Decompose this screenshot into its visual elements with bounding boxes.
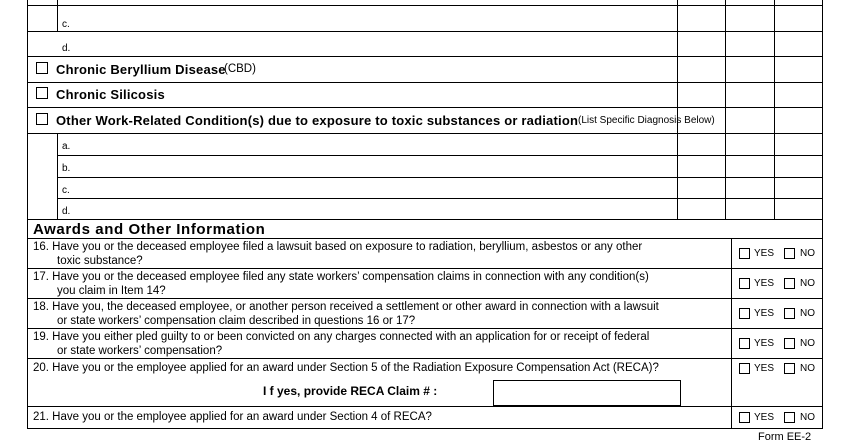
q21-no-checkbox[interactable] <box>784 412 795 423</box>
rule <box>27 31 823 32</box>
col-line <box>57 0 58 31</box>
rule <box>27 133 823 134</box>
rule <box>57 177 823 178</box>
question-18-line1: 18. Have you, the deceased employee, or another person received a settlement or other award in connection with a lawsuit <box>33 301 659 313</box>
other-condition-checkbox[interactable] <box>36 113 48 125</box>
section-title: Awards and Other Information <box>33 221 266 238</box>
other-condition-label: Other Work-Related Condition(s) due to exposure to toxic substances or radiation <box>56 113 579 128</box>
question-17-line1: 17. Have you or the deceased employee filed any state workers’ compensation claims in connection with any condition(s) <box>33 271 649 283</box>
col-line <box>725 0 726 219</box>
q19-yes-checkbox[interactable] <box>739 338 750 349</box>
question-21: 21. Have you or the employee applied for an award under Section 4 of RECA? <box>33 411 432 423</box>
rule <box>27 82 823 83</box>
answer-col-line <box>731 238 732 429</box>
yes-label: YES <box>754 308 775 319</box>
question-19-line2: or state workers’ compensation? <box>57 345 223 357</box>
yes-label: YES <box>754 338 775 349</box>
no-label: NO <box>800 338 815 349</box>
rule <box>27 56 823 57</box>
list-item-c: c. <box>62 19 70 30</box>
question-20: 20. Have you or the employee applied for an award under Section 5 of the Radiation Exposure Compensation Act (RECA)? <box>33 362 659 374</box>
no-label: NO <box>800 363 815 374</box>
rule <box>27 358 823 359</box>
diagnosis-item-b: b. <box>62 163 71 174</box>
col-line <box>677 0 678 219</box>
question-17-line2: you claim in Item 14? <box>57 285 166 297</box>
col-line <box>57 133 58 219</box>
q16-no-checkbox[interactable] <box>784 248 795 259</box>
rule <box>57 198 823 199</box>
q18-no-checkbox[interactable] <box>784 308 795 319</box>
diagnosis-item-d: d. <box>62 206 71 217</box>
rule <box>57 155 823 156</box>
list-item-d: d. <box>62 43 71 54</box>
form-number: Form EE-2 <box>758 431 812 443</box>
q17-yes-checkbox[interactable] <box>739 278 750 289</box>
rule <box>27 5 823 6</box>
diagnosis-item-c: c. <box>62 185 70 196</box>
reca-claim-label: I f yes, provide RECA Claim # : <box>263 384 438 398</box>
q20-yes-checkbox[interactable] <box>739 363 750 374</box>
rule <box>27 406 823 407</box>
silicosis-label: Chronic Silicosis <box>56 87 165 102</box>
rule <box>27 238 823 239</box>
col-line <box>774 0 775 219</box>
rule <box>27 219 823 220</box>
reca-claim-input[interactable] <box>493 380 681 406</box>
question-19-line1: 19. Have you either pled guilty to or been convicted on any charges connected with an application for or receipt of federal <box>33 331 650 343</box>
q16-yes-checkbox[interactable] <box>739 248 750 259</box>
cbd-label: Chronic Beryllium Disease <box>56 62 226 77</box>
rule <box>27 268 823 269</box>
q20-no-checkbox[interactable] <box>784 363 795 374</box>
rule <box>27 107 823 108</box>
no-label: NO <box>800 278 815 289</box>
cbd-checkbox[interactable] <box>36 62 48 74</box>
no-label: NO <box>800 412 815 423</box>
yes-label: YES <box>754 248 775 259</box>
yes-label: YES <box>754 278 775 289</box>
rule <box>27 328 823 329</box>
q21-yes-checkbox[interactable] <box>739 412 750 423</box>
no-label: NO <box>800 248 815 259</box>
question-18-line2: or state workers’ compensation claim described in questions 16 or 17? <box>57 315 416 327</box>
diagnosis-item-a: a. <box>62 141 71 152</box>
silicosis-checkbox[interactable] <box>36 87 48 99</box>
other-condition-note: (List Specific Diagnosis Below) <box>578 115 715 126</box>
q19-no-checkbox[interactable] <box>784 338 795 349</box>
cbd-abbr: (CBD) <box>224 63 256 75</box>
q17-no-checkbox[interactable] <box>784 278 795 289</box>
question-16-line2: toxic substance? <box>57 255 143 267</box>
q18-yes-checkbox[interactable] <box>739 308 750 319</box>
question-16-line1: 16. Have you or the deceased employee filed a lawsuit based on exposure to radiation, beryllium, asbestos or any other <box>33 241 643 253</box>
rule <box>27 298 823 299</box>
no-label: NO <box>800 308 815 319</box>
yes-label: YES <box>754 363 775 374</box>
yes-label: YES <box>754 412 775 423</box>
